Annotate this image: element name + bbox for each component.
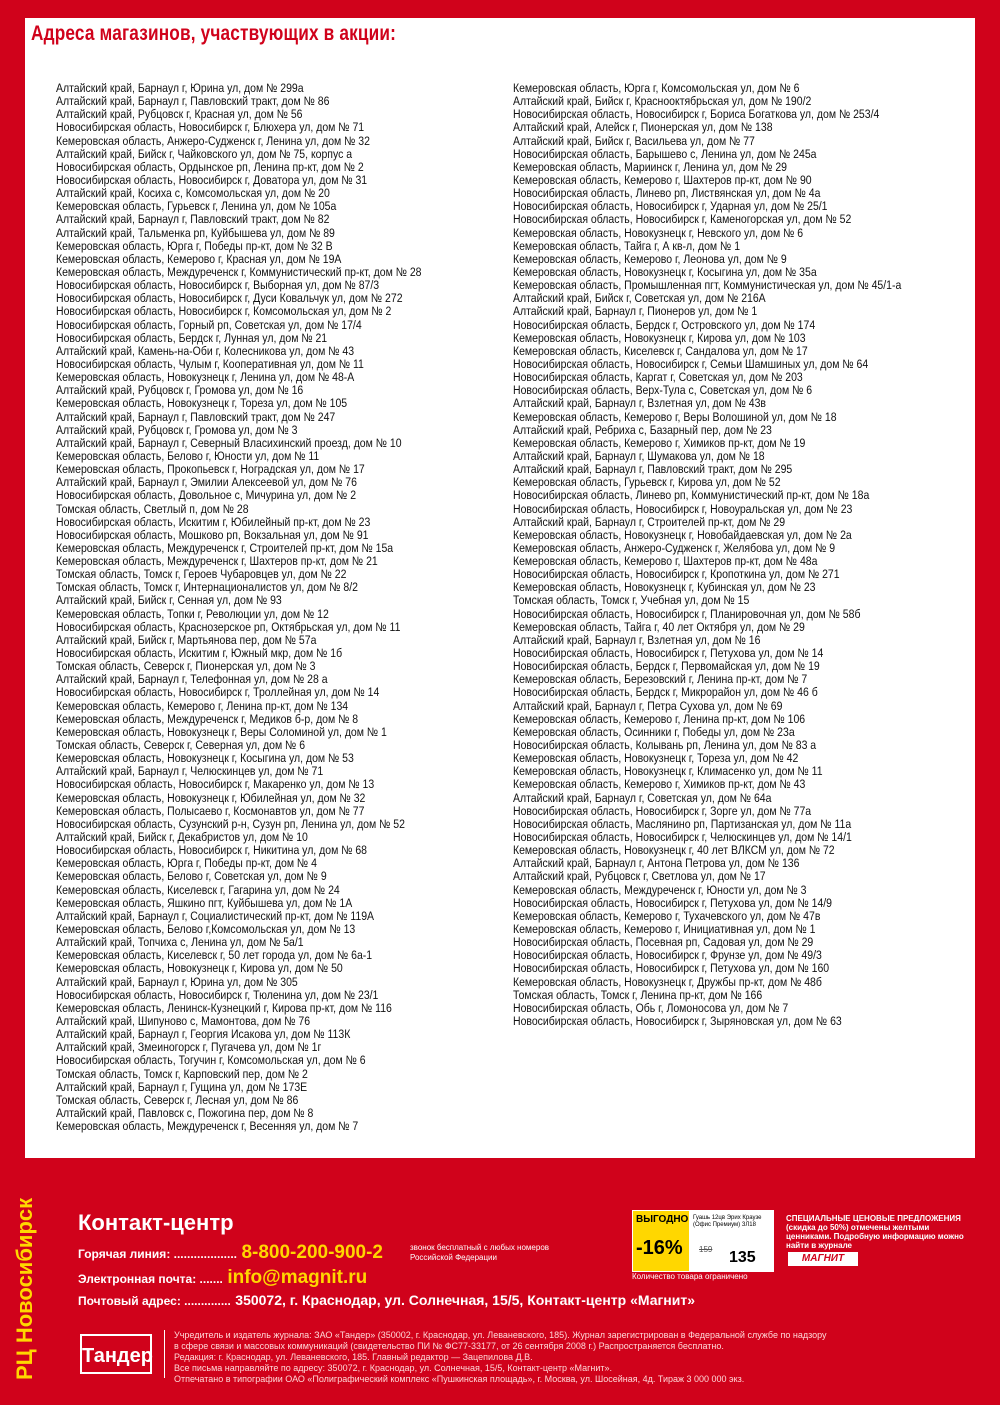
store-address: Новосибирская область, Барышево с, Ленина ул, дом № 245а — [513, 146, 817, 161]
store-address: Новосибирская область, Линево рп, Листвянская ул, дом № 4а — [513, 186, 821, 201]
store-address: Алтайский край, Рубцовск г, Светлова ул, дом № 17 — [513, 869, 766, 884]
hotline-label: Горячая линия: ................... — [78, 1247, 237, 1261]
email-link[interactable]: info@magnit.ru — [227, 1267, 368, 1288]
store-address: Кемеровская область, Междуреченск г, Весенняя ул, дом № 7 — [56, 1119, 359, 1134]
store-address: Алтайский край, Топчиха с, Ленина ул, дом № 5а/1 — [56, 935, 304, 950]
store-address: Алтайский край, Косиха с, Комсомольская ул, дом № 20 — [56, 186, 330, 201]
address-list-left — [56, 82, 506, 1133]
store-address: Кемеровская область, Новокузнецк г, Кирова ул, дом № 50 — [56, 961, 343, 976]
legal-line: в сфере связи и массовых коммуникаций (свидетельство ПИ № ФС77-33177, от 26 сентября 2008 г.) Распространяется бесплатно. — [174, 1341, 724, 1351]
store-address: Новосибирская область, Сузунский р-н, Сузун рп, Ленина ул, дом № 52 — [56, 816, 405, 831]
store-address: Новосибирская область, Мошково рп, Вокзальная ул, дом № 91 — [56, 527, 369, 542]
price-tag-new-price: 135 — [729, 1249, 756, 1266]
store-address: Новосибирская область, Довольное с, Мичурина ул, дом № 2 — [56, 488, 357, 503]
store-address: Кемеровская область, Осинники г, Победы ул, дом № 23а — [513, 724, 795, 739]
store-address: Алтайский край, Барнаул г, Челюскинцев ул, дом № 71 — [56, 764, 324, 779]
store-address: Алтайский край, Павловск с, Пожогина пер, дом № 8 — [56, 1105, 314, 1120]
store-address: Алтайский край, Барнаул г, Пионеров ул, дом № 1 — [513, 304, 758, 319]
store-address: Алтайский край, Ребриха с, Базарный пер, дом № 23 — [513, 422, 772, 437]
legal-line: Отпечатано в типографии ОАО «Полиграфический комплекс «Пушкинская площадь», г. Москва, ул. Шосейная, 4д. Тираж 3 000 000 экз. — [174, 1374, 745, 1384]
store-address: Кемеровская область, Кемерово г, Леонова ул, дом № 9 — [513, 251, 787, 266]
store-address: Кемеровская область, Тайга г, А кв-л, дом № 1 — [513, 238, 741, 253]
store-address: Алтайский край, Бийск г, Советская ул, дом № 216А — [513, 291, 766, 306]
hotline-number[interactable]: 8-800-200-900-2 — [241, 1242, 383, 1263]
store-address: Новосибирская область, Бердск г, Микрорайон ул, дом № 46 б — [513, 685, 818, 700]
contact-center-title: Контакт-центр — [78, 1210, 234, 1235]
legal-line: Учредитель и издатель журнала: ЗАО «Тандер» (350002, г. Краснодар, ул. Леваневского, 185). Журнал зарегистрирован в Федеральной службе по надзору — [174, 1330, 827, 1340]
store-address: Новосибирская область, Горный рп, Советская ул, дом № 17/4 — [56, 317, 362, 332]
store-address: Новосибирская область, Новосибирск г, Фрунзе ул, дом № 49/3 — [513, 948, 822, 963]
store-address: Новосибирская область, Новосибирск г, Новоуральская ул, дом № 23 — [513, 501, 853, 516]
store-address: Кемеровская область, Кемерово г, Химиков пр-кт, дом № 43 — [513, 777, 806, 792]
store-address: Томская область, Светлый п, дом № 28 — [56, 501, 249, 516]
store-address: Новосибирская область, Ордынское рп, Ленина пр-кт, дом № 2 — [56, 159, 364, 174]
email-label: Электронная почта: ....... — [78, 1272, 223, 1286]
store-address: Кемеровская область, Кемерово г, Химиков пр-кт, дом № 19 — [513, 435, 806, 450]
legal-line: Все письма направляйте по адресу: 350072, г. Краснодар, ул. Солнечная, 15/5, Контакт-центр «Магнит». — [174, 1363, 612, 1373]
store-address: Новосибирская область, Новосибирск г, Блюхера ул, дом № 71 — [56, 120, 365, 135]
store-address: Новосибирская область, Посевная рп, Садовая ул, дом № 29 — [513, 935, 814, 950]
store-address: Кемеровская область, Кемерово г, Шахтеров пр-кт, дом № 90 — [513, 172, 812, 187]
store-address: Новосибирская область, Краснозерское рп, Октябрьская ул, дом № 11 — [56, 619, 401, 634]
store-address: Новосибирская область, Новосибирск г, Бориса Богаткова ул, дом № 253/4 — [513, 107, 880, 122]
store-address: Кемеровская область, Междуреченск г, Юности ул, дом № 3 — [513, 882, 807, 897]
postal-label: Почтовый адрес: .............. — [78, 1294, 231, 1308]
address-list-right — [513, 82, 973, 1028]
store-address: Новосибирская область, Бердск г, Лунная ул, дом № 21 — [56, 330, 328, 345]
store-address: Томская область, Северск г, Северная ул, дом № 6 — [56, 738, 306, 753]
store-address: Новосибирская область, Новосибирск г, Макаренко ул, дом № 13 — [56, 777, 375, 792]
store-address: Кемеровская область, Топки г, Революции ул, дом № 12 — [56, 606, 329, 621]
store-address: Новосибирская область, Новосибирск г, Кропоткина ул, дом № 271 — [513, 567, 840, 582]
store-address: Кемеровская область, Ленинск-Кузнецкий г, Кирова пр-кт, дом № 116 — [56, 1000, 392, 1015]
store-address: Кемеровская область, Гурьевск г, Ленина ул, дом № 105а — [56, 199, 337, 214]
store-address: Алтайский край, Барнаул г, Павловский тракт, дом № 295 — [513, 462, 793, 477]
store-address: Новосибирская область, Новосибирск г, Тюленина ул, дом № 23/1 — [56, 987, 379, 1002]
store-address: Алтайский край, Бийск г, Краснооктябрьская ул, дом № 190/2 — [513, 94, 812, 109]
store-address: Кемеровская область, Новокузнецк г, Тореза ул, дом № 105 — [56, 396, 348, 411]
store-address: Кемеровская область, Новокузнецк г, Дружбы пр-кт, дом № 48б — [513, 974, 822, 989]
store-address: Кемеровская область, Междуреченск г, Строителей пр-кт, дом № 15а — [56, 540, 394, 555]
store-address: Кемеровская область, Белово г, Юности ул, дом № 11 — [56, 448, 320, 463]
postal-row — [78, 1292, 695, 1310]
store-address: Алтайский край, Барнаул г, Гущина ул, дом № 173Е — [56, 1079, 308, 1094]
store-address: Алтайский край, Барнаул г, Георгия Исакова ул, дом № 113К — [56, 1027, 351, 1042]
store-address: Алтайский край, Барнаул г, Павловский тракт, дом № 247 — [56, 409, 336, 424]
store-address: Кемеровская область, Междуреченск г, Шахтеров пр-кт, дом № 21 — [56, 554, 378, 569]
store-address: Кемеровская область, Кемерово г, Ленина пр-кт, дом № 106 — [513, 711, 806, 726]
store-address: Кемеровская область, Кемерово г, Шахтеров пр-кт, дом № 48а — [513, 554, 818, 569]
store-address: Алтайский край, Шипуново с, Мамонтова, дом № 76 — [56, 1013, 311, 1028]
store-address: Кемеровская область, Яшкино пгт, Куйбышева ул, дом № 1А — [56, 895, 353, 910]
store-address: Кемеровская область, Новокузнецк г, Кирова ул, дом № 103 — [513, 330, 806, 345]
store-address: Томская область, Томск г, Интернационалистов ул, дом № 8/2 — [56, 580, 358, 595]
region-label: РЦ Новосибирск — [12, 1197, 37, 1380]
footer-divider — [164, 1330, 165, 1378]
store-address: Кемеровская область, Междуреченск г, Медиков б-р, дом № 8 — [56, 711, 359, 726]
store-address: Новосибирская область, Новосибирск г, Комсомольская ул, дом № 2 — [56, 304, 392, 319]
store-address: Алтайский край, Барнаул г, Павловский тракт, дом № 86 — [56, 94, 330, 109]
store-address: Новосибирская область, Обь г, Ломоносова ул, дом № 7 — [513, 1000, 789, 1015]
price-tag-sample — [632, 1210, 774, 1272]
store-address: Алтайский край, Барнаул г, Взлетная ул, дом № 43в — [513, 396, 766, 411]
store-address: Кемеровская область, Полысаево г, Космонавтов ул, дом № 77 — [56, 803, 365, 818]
store-address: Кемеровская область, Новокузнецк г, Ленина ул, дом № 48-А — [56, 370, 355, 385]
store-address: Кемеровская область, Юрга г, Комсомольская ул, дом № 6 — [513, 81, 800, 95]
store-address: Кемеровская область, Березовский г, Ленина пр-кт, дом № 7 — [513, 672, 808, 687]
store-address: Алтайский край, Камень-на-Оби г, Колесникова ул, дом № 43 — [56, 343, 355, 358]
store-address: Кемеровская область, Промышленная пгт, Коммунистическая ул, дом № 45/1-а — [513, 278, 902, 293]
store-address: Алтайский край, Барнаул г, Антона Петрова ул, дом № 136 — [513, 856, 800, 871]
store-address: Кемеровская область, Юрга г, Победы пр-кт, дом № 32 В — [56, 238, 333, 253]
store-address: Новосибирская область, Бердск г, Островского ул, дом № 174 — [513, 317, 816, 332]
store-address: Алтайский край, Змеиногорск г, Пугачева ул, дом № 1г — [56, 1040, 322, 1055]
hotline-row — [78, 1242, 383, 1264]
price-tag-old-price: 159 — [699, 1245, 713, 1254]
store-address: Кемеровская область, Новокузнецк г, Веры Соломиной ул, дом № 1 — [56, 724, 387, 739]
legal-line: Редакция: г. Краснодар, ул. Леваневского, 185. Главный редактор — Зацепилова Д.В. — [174, 1352, 533, 1362]
price-tag-caption: Количество товара ограничено — [632, 1272, 748, 1281]
store-address: Алтайский край, Барнаул г, Социалистический пр-кт, дом № 119А — [56, 908, 375, 923]
store-address: Кемеровская область, Белово г, Советская ул, дом № 9 — [56, 869, 327, 884]
store-address: Алтайский край, Рубцовск г, Красная ул, дом № 56 — [56, 107, 303, 122]
store-address: Алтайский край, Барнаул г, Строителей пр-кт, дом № 29 — [513, 514, 786, 529]
store-address: Алтайский край, Барнаул г, Павловский тракт, дом № 82 — [56, 212, 330, 227]
promo-text: СПЕЦИАЛЬНЫЕ ЦЕНОВЫЕ ПРЕДЛОЖЕНИЯ (скидка до 50%) отмечены желтыми ценниками. Подробную информацию можно найти в журнале — [786, 1214, 964, 1250]
price-tag-discount: -16% — [636, 1237, 683, 1259]
tander-logo: Тандер — [80, 1334, 152, 1374]
store-address: Кемеровская область, Новокузнецк г, Кубинская ул, дом № 23 — [513, 580, 816, 595]
store-address: Новосибирская область, Искитим г, Юбилейный пр-кт, дом № 23 — [56, 514, 371, 529]
store-address: Новосибирская область, Новосибирск г, Петухова ул, дом № 160 — [513, 961, 830, 976]
store-address: Новосибирская область, Новосибирск г, Доватора ул, дом № 31 — [56, 172, 368, 187]
price-tag-product: Гуашь 12цв Эрих Краузе (Офис Премиум) ЗЛ18 — [693, 1215, 762, 1228]
store-address: Алтайский край, Барнаул г, Петра Сухова ул, дом № 69 — [513, 698, 783, 713]
store-address: Новосибирская область, Новосибирск г, Планировочная ул, дом № 58б — [513, 606, 861, 621]
store-address: Алтайский край, Тальменка рп, Куйбышева ул, дом № 89 — [56, 225, 335, 240]
store-address: Кемеровская область, Новокузнецк г, 40 лет ВЛКСМ ул, дом № 72 — [513, 843, 835, 858]
store-address: Кемеровская область, Киселевск г, 50 лет города ул, дом № 6а-1 — [56, 948, 373, 963]
store-address: Томская область, Томск г, Героев Чубаровцев ул, дом № 22 — [56, 567, 347, 582]
store-address: Новосибирская область, Новосибирск г, Выборная ул, дом № 87/3 — [56, 278, 380, 293]
store-address: Томская область, Томск г, Учебная ул, дом № 15 — [513, 593, 750, 608]
store-address: Алтайский край, Барнаул г, Юрина ул, дом № 305 — [56, 974, 298, 989]
store-address: Алтайский край, Алейск г, Пионерская ул, дом № 138 — [513, 120, 773, 135]
hotline-note: звонок бесплатный с любых номеров Российской Федерации — [410, 1243, 550, 1262]
store-address: Новосибирская область, Новосибирск г, Зыряновская ул, дом № 63 — [513, 1013, 842, 1028]
store-address: Новосибирская область, Новосибирск г, Дуси Ковальчук ул, дом № 272 — [56, 291, 403, 306]
postal-address: 350072, г. Краснодар, ул. Солнечная, 15/5, Контакт-центр «Магнит» — [235, 1292, 696, 1308]
store-address: Новосибирская область, Новосибирск г, Никитина ул, дом № 68 — [56, 843, 368, 858]
store-address: Кемеровская область, Кемерово г, Ленина пр-кт, дом № 134 — [56, 698, 349, 713]
store-address: Алтайский край, Рубцовск г, Громова ул, дом № 16 — [56, 383, 304, 398]
store-address: Новосибирская область, Чулым г, Кооперативная ул, дом № 11 — [56, 356, 364, 371]
store-address: Новосибирская область, Новосибирск г, Каменогорская ул, дом № 52 — [513, 212, 852, 227]
store-address: Кемеровская область, Юрга г, Победы пр-кт, дом № 4 — [56, 856, 317, 871]
store-address: Алтайский край, Барнаул г, Юрина ул, дом № 299а — [56, 81, 304, 95]
store-address: Кемеровская область, Кемерово г, Инициативная ул, дом № 1 — [513, 922, 816, 936]
store-address: Алтайский край, Барнаул г, Северный Власихинский проезд, дом № 10 — [56, 435, 402, 450]
email-row — [78, 1267, 367, 1289]
page-title: Адреса магазинов, участвующих в акции: — [31, 22, 397, 45]
store-address: Кемеровская область, Анжеро-Судженск г, Желябова ул, дом № 9 — [513, 540, 836, 555]
store-address: Алтайский край, Барнаул г, Советская ул, дом № 64а — [513, 790, 772, 805]
store-address: Алтайский край, Барнаул г, Шумакова ул, дом № 18 — [513, 448, 765, 463]
store-address: Кемеровская область, Новокузнецк г, Невского ул, дом № 6 — [513, 225, 804, 240]
store-address: Кемеровская область, Белово г,Комсомольская ул, дом № 13 — [56, 922, 356, 936]
store-address: Кемеровская область, Мариинск г, Ленина ул, дом № 29 — [513, 159, 788, 174]
store-address: Томская область, Томск г, Ленина пр-кт, дом № 166 — [513, 987, 763, 1002]
store-address: Кемеровская область, Кемерово г, Веры Волошиной ул, дом № 18 — [513, 409, 837, 424]
magnit-logo: МАГНИТ — [788, 1252, 858, 1266]
store-address: Новосибирская область, Верх-Тула с, Советская ул, дом № 6 — [513, 383, 813, 398]
store-address: Новосибирская область, Маслянино рп, Партизанская ул, дом № 11а — [513, 816, 852, 831]
store-address: Кемеровская область, Новокузнецк г, Косыгина ул, дом № 53 — [56, 751, 354, 766]
store-address: Новосибирская область, Бердск г, Первомайская ул, дом № 19 — [513, 659, 820, 674]
store-address: Новосибирская область, Новосибирск г, Челюскинцев ул, дом № 14/1 — [513, 830, 852, 845]
store-address: Новосибирская область, Линево рп, Коммунистический пр-кт, дом № 18а — [513, 488, 870, 503]
store-address: Кемеровская область, Киселевск г, Гагарина ул, дом № 24 — [56, 882, 340, 897]
store-address: Алтайский край, Бийск г, Мартьянова пер, дом № 57а — [56, 632, 317, 647]
store-address: Алтайский край, Рубцовск г, Громова ул, дом № 3 — [56, 422, 298, 437]
store-address: Новосибирская область, Колывань рп, Ленина ул, дом № 83 а — [513, 738, 817, 753]
price-tag-vygodno: ВЫГОДНО — [636, 1214, 689, 1225]
store-address: Новосибирская область, Новосибирск г, Троллейная ул, дом № 14 — [56, 685, 380, 700]
store-address: Кемеровская область, Гурьевск г, Кирова ул, дом № 52 — [513, 475, 781, 490]
store-address: Кемеровская область, Тайга г, 40 лет Октября ул, дом № 29 — [513, 619, 805, 634]
store-address: Новосибирская область, Новосибирск г, Ударная ул, дом № 25/1 — [513, 199, 828, 214]
legal-info — [174, 1330, 974, 1385]
store-address: Кемеровская область, Новокузнецк г, Тореза ул, дом № 42 — [513, 751, 799, 766]
store-address: Алтайский край, Барнаул г, Эмилии Алексеевой ул, дом № 76 — [56, 475, 357, 490]
store-address: Алтайский край, Барнаул г, Телефонная ул, дом № 28 а — [56, 672, 328, 687]
store-address: Кемеровская область, Кемерово г, Красная ул, дом № 19А — [56, 251, 342, 266]
store-address: Кемеровская область, Междуреченск г, Коммунистический пр-кт, дом № 28 — [56, 264, 422, 279]
store-address: Новосибирская область, Новосибирск г, Семьи Шамшиных ул, дом № 64 — [513, 356, 869, 371]
store-address: Томская область, Северск г, Пионерская ул, дом № 3 — [56, 659, 316, 674]
store-address: Новосибирская область, Тогучин г, Комсомольская ул, дом № 6 — [56, 1053, 366, 1068]
store-address: Новосибирская область, Новосибирск г, Петухова ул, дом № 14 — [513, 646, 824, 661]
store-address: Томская область, Северск г, Лесная ул, дом № 86 — [56, 1092, 299, 1107]
store-address: Алтайский край, Барнаул г, Взлетная ул, дом № 16 — [513, 632, 761, 647]
store-address: Кемеровская область, Новокузнецк г, Юбилейная ул, дом № 32 — [56, 790, 366, 805]
store-address: Новосибирская область, Каргат г, Советская ул, дом № 203 — [513, 370, 803, 385]
store-address: Кемеровская область, Кемерово г, Тухачевского ул, дом № 47в — [513, 908, 821, 923]
store-address: Алтайский край, Бийск г, Сенная ул, дом № 93 — [56, 593, 282, 608]
store-address: Новосибирская область, Искитим г, Южный мкр, дом № 1б — [56, 646, 343, 661]
store-address: Кемеровская область, Анжеро-Судженск г, Ленина ул, дом № 32 — [56, 133, 370, 148]
store-address: Алтайский край, Бийск г, Чайковского ул, дом № 75, корпус а — [56, 146, 353, 161]
footer-bottom-strip — [0, 1405, 1000, 1415]
store-address: Кемеровская область, Прокопьевск г, Ноградская ул, дом № 17 — [56, 462, 365, 477]
store-address: Томская область, Томск г, Карповский пер, дом № 2 — [56, 1066, 308, 1081]
store-address: Кемеровская область, Киселевск г, Сандалова ул, дом № 17 — [513, 343, 808, 358]
store-address: Новосибирская область, Новосибирск г, Петухова ул, дом № 14/9 — [513, 895, 833, 910]
store-address: Кемеровская область, Новокузнецк г, Климасенко ул, дом № 11 — [513, 764, 823, 779]
store-address: Кемеровская область, Новокузнецк г, Косыгина ул, дом № 35а — [513, 264, 817, 279]
store-address: Алтайский край, Бийск г, Васильева ул, дом № 77 — [513, 133, 755, 148]
store-address: Алтайский край, Бийск г, Декабристов ул, дом № 10 — [56, 830, 308, 845]
store-address: Кемеровская область, Новокузнецк г, Новобайдаевская ул, дом № 2а — [513, 527, 852, 542]
store-address: Новосибирская область, Новосибирск г, Зорге ул, дом № 77а — [513, 803, 812, 818]
